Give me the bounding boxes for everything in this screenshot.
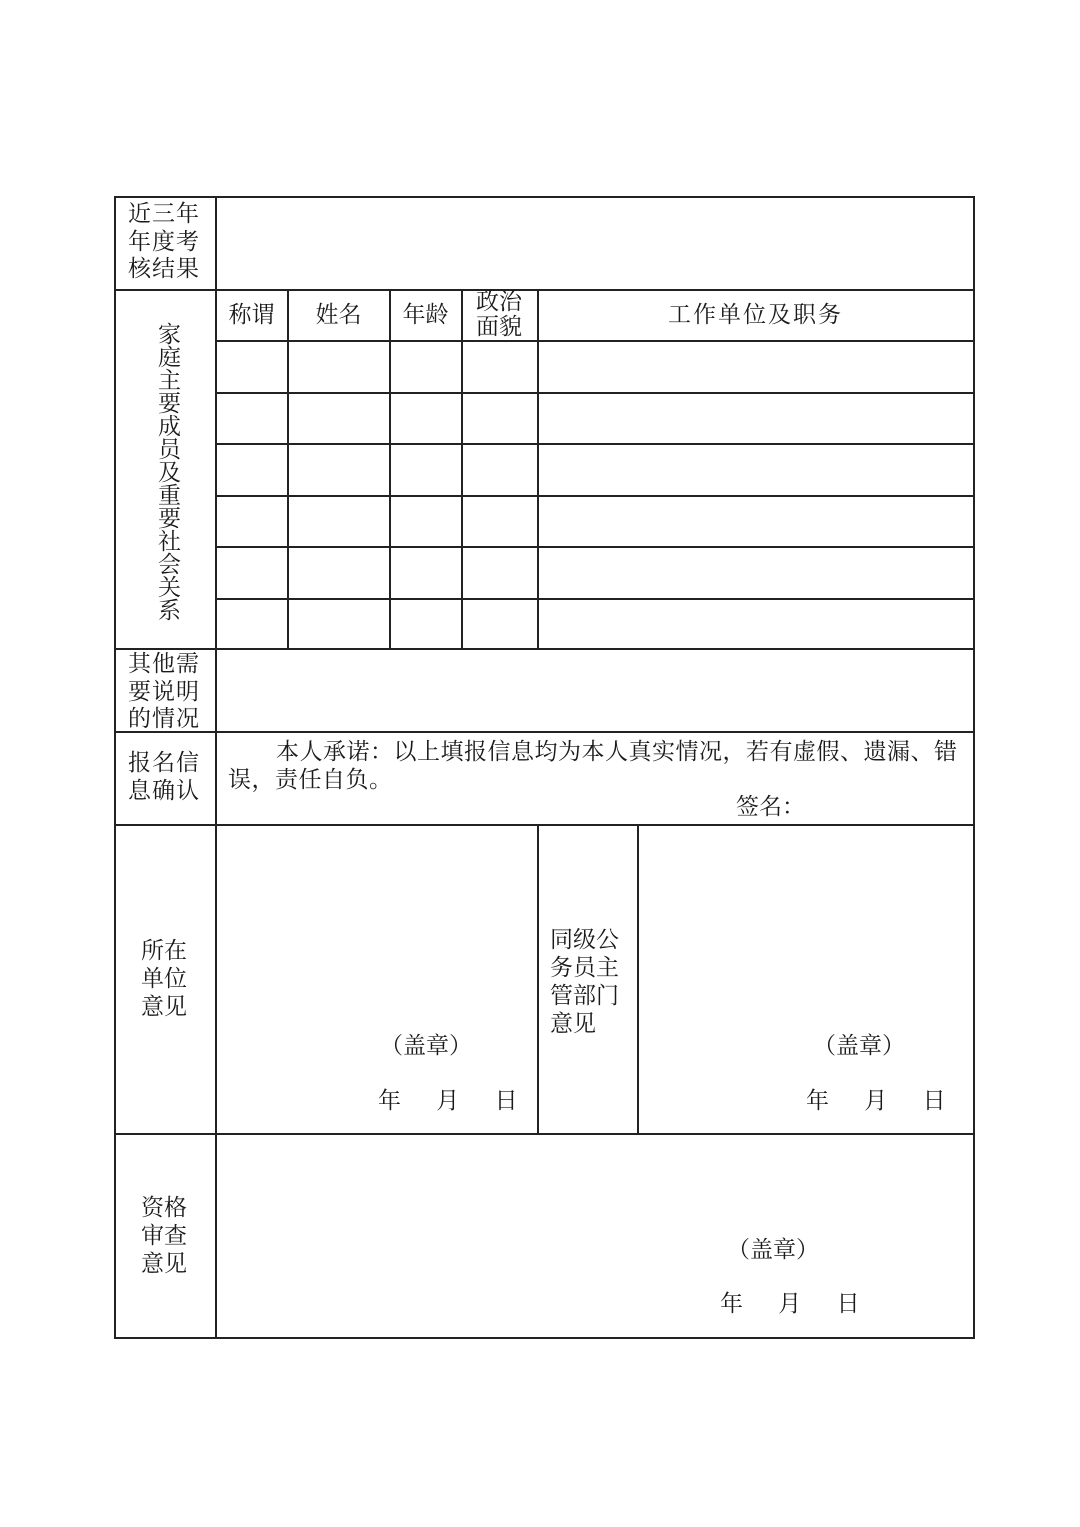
family-row-3-age-cell[interactable] [390,444,461,494]
family-row-2-name-cell[interactable] [288,393,389,443]
header-name: 姓名 [315,302,362,328]
family-row-3-name-cell[interactable] [288,444,389,494]
family-row-6-political-status-cell[interactable] [462,599,537,649]
table-bottom-border [114,1337,975,1339]
qualification-seal: （盖章） [727,1237,819,1263]
qualification-label: 资格审查意见 [141,1195,187,1277]
family-row-6-age-cell[interactable] [390,599,461,649]
family-row-2-relation-cell[interactable] [216,393,287,443]
family-row-5-relation-cell[interactable] [216,547,287,597]
family-row-1-work-unit-cell[interactable] [538,341,973,391]
authority-opinion-date[interactable]: 年 月 日 [806,1088,946,1114]
family-row-4-work-unit-cell[interactable] [538,496,973,546]
family-row-6-work-unit-cell[interactable] [538,599,973,649]
other-label: 其他需要说明的情况 [128,651,200,732]
unit-opinion-seal: （盖章） [380,1033,472,1059]
family-row-5-work-unit-cell[interactable] [538,547,973,597]
family-row-1-age-cell[interactable] [390,341,461,391]
column-divider [537,824,539,1134]
family-row-3-work-unit-cell[interactable] [538,444,973,494]
authority-opinion-seal: （盖章） [813,1033,905,1059]
table-right-border [973,196,975,1338]
family-row-5-age-cell[interactable] [390,547,461,597]
header-work-unit: 工作单位及职务 [668,302,843,328]
confirm-statement: 本人承诺：以上填报信息均为本人真实情况，若有虚假、遗漏、错误，责任自负。 [228,739,958,793]
row-divider [114,289,974,291]
qualification-date[interactable]: 年 月 日 [720,1291,860,1317]
family-row-5-name-cell[interactable] [288,547,389,597]
family-label: 家庭主要成员及重要社会关系 [154,321,180,621]
row-divider [114,1133,974,1135]
family-row-6-name-cell[interactable] [288,599,389,649]
confirm-label: 报名信息确认 [128,750,200,804]
column-divider [637,824,639,1134]
table-left-border [114,196,116,1338]
header-political-status: 政治面貌 [476,289,522,340]
other-field[interactable] [218,651,972,730]
header-age: 年龄 [402,302,449,328]
unit-opinion-date[interactable]: 年 月 日 [378,1088,518,1114]
family-row-4-political-status-cell[interactable] [462,496,537,546]
appraisal-label: 近三年年度考核结果 [128,201,200,282]
family-row-1-name-cell[interactable] [288,341,389,391]
row-divider [114,731,974,733]
family-row-4-relation-cell[interactable] [216,496,287,546]
family-row-4-age-cell[interactable] [390,496,461,546]
header-relation: 称谓 [228,302,275,328]
row-divider [114,824,974,826]
family-row-1-political-status-cell[interactable] [462,341,537,391]
appraisal-field[interactable] [218,199,972,288]
unit-opinion-label: 所在单位意见 [141,938,187,1020]
family-row-3-relation-cell[interactable] [216,444,287,494]
family-row-4-name-cell[interactable] [288,496,389,546]
family-row-2-work-unit-cell[interactable] [538,393,973,443]
authority-opinion-label: 同级公务员主管部门意见 [550,927,619,1037]
family-row-2-political-status-cell[interactable] [462,393,537,443]
family-row-6-relation-cell[interactable] [216,599,287,649]
table-top-border [114,196,974,198]
family-row-1-relation-cell[interactable] [216,341,287,391]
signature-label[interactable]: 签名： [736,794,805,820]
family-row-5-political-status-cell[interactable] [462,547,537,597]
family-row-2-age-cell[interactable] [390,393,461,443]
family-row-3-political-status-cell[interactable] [462,444,537,494]
